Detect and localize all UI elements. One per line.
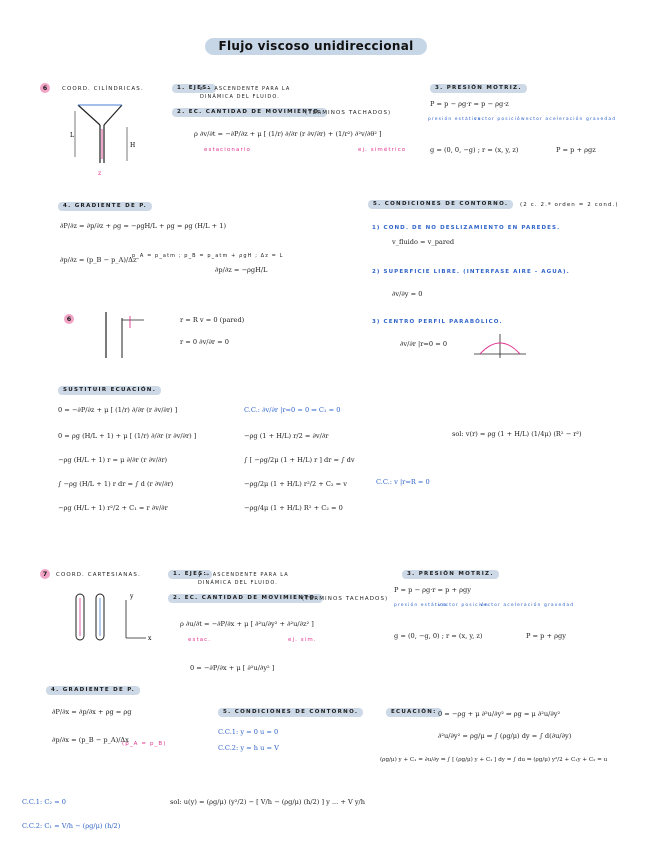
p1-cc-eq-a: C.C.: ∂v/∂r |r=0 = 0 ⇒ C₁ = 0	[244, 406, 341, 414]
p1-cc-b: r = 0 ∂v/∂r = 0	[180, 338, 229, 346]
p2-equation-heading: ECUACIÓN:	[386, 708, 442, 717]
p1-pressure-sub3: vector aceleración gravedad	[522, 117, 617, 122]
p2-gradient-heading: 4. GRADIENTE DE P.	[46, 686, 140, 695]
p1-axes-text: z → ASCENDENTE PARA LA DINÁMICA DEL FLUIDO.	[200, 86, 291, 100]
p1-gradient-heading: 4. GRADIENTE DE P.	[58, 202, 152, 211]
p2-pressure-result: P = p + ρgy	[526, 632, 566, 640]
p2-pressure-sub2: vector posición	[438, 603, 489, 608]
p2-cc1: C.C.1: y = 0 u = 0	[218, 728, 279, 736]
p1-substitute-heading: SUSTITUIR ECUACIÓN.	[58, 386, 161, 395]
p1-cc-eq1: −ρg (1 + H/L) r/2 = ∂v/∂r	[244, 432, 329, 440]
p2-axes-text: y → ASCENDENTE PARA LA DINÁMICA DEL FLUIDO.	[198, 572, 289, 586]
p1-bc1: 1) COND. DE NO DESLIZAMIENTO EN PAREDES.	[372, 225, 561, 231]
pipe-section-figure	[100, 308, 160, 364]
p1-pressure-equation: P = p − ρg·r = p − ρg·z	[430, 100, 509, 108]
p1-solution: sol: v(r) = ρg (1 + H/L) (1/4μ) (R² − r²)	[452, 430, 582, 438]
p1-cc-b2: C.C.: v |r=R = 0	[376, 478, 430, 486]
p1-pressure-sub1: presión estática	[428, 117, 482, 122]
p2-pressure-sub1: presión estática	[394, 603, 448, 608]
parallel-plates-figure	[70, 588, 160, 648]
p2-solution: sol: u(y) = (ρg/μ) (y²/2) − [ V/h − (ρg/μ) (h/2) ] y ... + V y/h	[170, 798, 366, 806]
p2-momentum-equation: ρ ∂u/∂t = −∂P/∂x + μ [ ∂²u/∂y² + ∂²u/∂z² ]	[180, 620, 314, 628]
svg-text:y: y	[130, 593, 134, 600]
p2-momentum-note: (TÉRMINOS TACHADOS)	[302, 596, 389, 602]
p1-cc-eq2: ∫ [ −ρg/2μ (1 + H/L) r ] dr = ∫ dv	[244, 456, 355, 464]
p1-tag-stationary: estacionario	[204, 147, 251, 153]
p2-tag-symmetric: ej. sim.	[288, 637, 317, 643]
p2-pressure-vectors: g = (0, −g, 0) ; r = (x, y, z)	[394, 632, 483, 640]
p2-ec-eq1: 0 = −ρg + μ ∂²u/∂y² ⇒ ρg = μ ∂²u/∂y²	[438, 710, 561, 718]
p2-bc-a: C.C.1: C₂ = 0	[22, 798, 66, 806]
p1-pressure-heading: 3. PRESIÓN MOTRIZ.	[430, 84, 527, 93]
cylinder-funnel-figure	[70, 97, 140, 177]
p1-axes-heading: 1. EJES:	[172, 84, 216, 93]
p1-pressure-sub2: vector posición	[474, 117, 525, 122]
p1-gradient-result: ∂p/∂z = −ρgH/L	[215, 266, 268, 274]
p2-momentum-heading: 2. EC. CANTIDAD DE MOVIMIENTO.	[168, 594, 323, 603]
p2-gradient-eq2: ∂p/∂x = (p_B − p_A)/Δx	[52, 736, 129, 744]
p2-bc-heading: 5. CONDICIONES DE CONTORNO.	[218, 708, 363, 717]
coord-label: COORD. CILÍNDRICAS.	[62, 86, 144, 92]
p2-tag-stationary: estac.	[188, 637, 212, 643]
svg-text:z: z	[98, 170, 102, 177]
p2-bc-b: C.C.2: C₁ = V/h − (ρg/μ) (h/2)	[22, 822, 121, 830]
p1-momentum-heading: 2. EC. CANTIDAD DE MOVIMIENTO.	[172, 108, 327, 117]
p2-ec-eq3: (ρg/μ) y + C₁ = ∂u/∂y ⇒ ∫ [ (ρg/μ) y + C₁ ] dy = ∫ du ⇒ (ρg/μ) y²/2 + C₁y + C₂ = u	[380, 757, 608, 763]
p1-sust-eq1: 0 = −∂P/∂z + μ [ (1/r) ∂/∂r (r ∂v/∂r) ]	[58, 406, 178, 414]
p2-momentum-result: 0 = −∂P/∂x + μ [ ∂²u/∂y² ]	[190, 664, 275, 672]
p1-bc2-eq: ∂v/∂y = 0	[392, 290, 423, 298]
page-title: Flujo viscoso unidireccional	[205, 38, 427, 55]
p2-pressure-heading: 3. PRESIÓN MOTRIZ.	[402, 570, 499, 579]
p1-gradient-eq2: ∂p/∂z = (p_B − p_A)/Δz	[60, 256, 137, 264]
p1-gradient-values: p_A = p_atm ; p_B = p_atm + ρgH ; Δz = L	[132, 253, 284, 259]
svg-text:x: x	[148, 635, 152, 642]
p1-cc-a: r = R v = 0 (pared)	[180, 316, 245, 324]
parabolic-profile-figure	[470, 332, 530, 360]
p2-pressure-equation: P = p − ρg·r = p + ρgy	[394, 586, 471, 594]
p1-sust-eq4: ∫ −ρg (H/L + 1) r dr = ∫ d (r ∂v/∂r)	[58, 480, 174, 488]
svg-text:H: H	[130, 142, 136, 149]
p1-pressure-vectors: g = (0, 0, −g) ; r = (x, y, z)	[430, 146, 519, 154]
p1-bc-note: (2 c. 2.ª orden = 2 cond.)	[520, 202, 619, 208]
problem-badge: 6	[40, 83, 50, 93]
p1-cc-eq3: −ρg/2μ (1 + H/L) r²/2 + C₂ = v	[244, 480, 347, 488]
p1-sust-eq5: −ρg (H/L + 1) r²/2 + C₁ = r ∂v/∂r	[58, 504, 168, 512]
p1-pressure-result: P = p + ρgz	[556, 146, 596, 154]
p1-bc3-eq: ∂v/∂r |r=0 = 0	[400, 340, 448, 348]
p1-sust-eq3: −ρg (H/L + 1) r = μ ∂/∂r (r ∂v/∂r)	[58, 456, 168, 464]
p1-bc-heading: 5. CONDICIONES DE CONTORNO.	[368, 200, 513, 209]
p1-gradient-equation: ∂P/∂z = ∂p/∂z + ρg = −ρgH/L + ρg = ρg (H/L + 1)	[60, 222, 227, 230]
p1-bc2: 2) SUPERFICIE LIBRE. (INTERFASE AIRE - AGUA).	[372, 269, 570, 275]
p1-cc-eq4: −ρg/4μ (1 + H/L) R² + C₂ = 0	[244, 504, 343, 512]
p1-sust-eq2: 0 = ρg (H/L + 1) + μ [ (1/r) ∂/∂r (r ∂v/∂r) ]	[58, 432, 197, 440]
p2-gradient-tag: (p_A = p_B)	[122, 741, 167, 747]
p1-sketch-badge: 6	[64, 314, 74, 324]
coord-label-2: COORD. CARTESIANAS.	[56, 572, 141, 578]
svg-text:L: L	[70, 132, 74, 139]
p1-momentum-note: (TÉRMINOS TACHADOS)	[305, 110, 392, 116]
p1-bc3: 3) CENTRO PERFIL PARABÓLICO.	[372, 319, 503, 325]
problem-badge-2: 7	[40, 569, 50, 579]
p2-pressure-sub3: vector aceleración gravedad	[480, 603, 575, 608]
p1-bc1-eq: v_fluido = v_pared	[392, 238, 455, 246]
p1-momentum-equation: ρ ∂v/∂t = −∂P/∂z + μ [ (1/r) ∂/∂r (r ∂v/∂r) + (1/r²) ∂²v/∂θ² ]	[194, 130, 382, 138]
p2-cc2: C.C.2: y = h u = V	[218, 744, 279, 752]
p1-tag-symmetric: ej. simétrico	[358, 147, 407, 153]
p2-ec-eq2: ∂²u/∂y² = ρg/μ ⇒ ∫ (ρg/μ) dy = ∫ d(∂u/∂y)	[438, 732, 572, 740]
p2-axes-heading: 1. EJES:	[168, 570, 212, 579]
p2-gradient-equation: ∂P/∂x = ∂p/∂x + ρg = ρg	[52, 708, 132, 716]
